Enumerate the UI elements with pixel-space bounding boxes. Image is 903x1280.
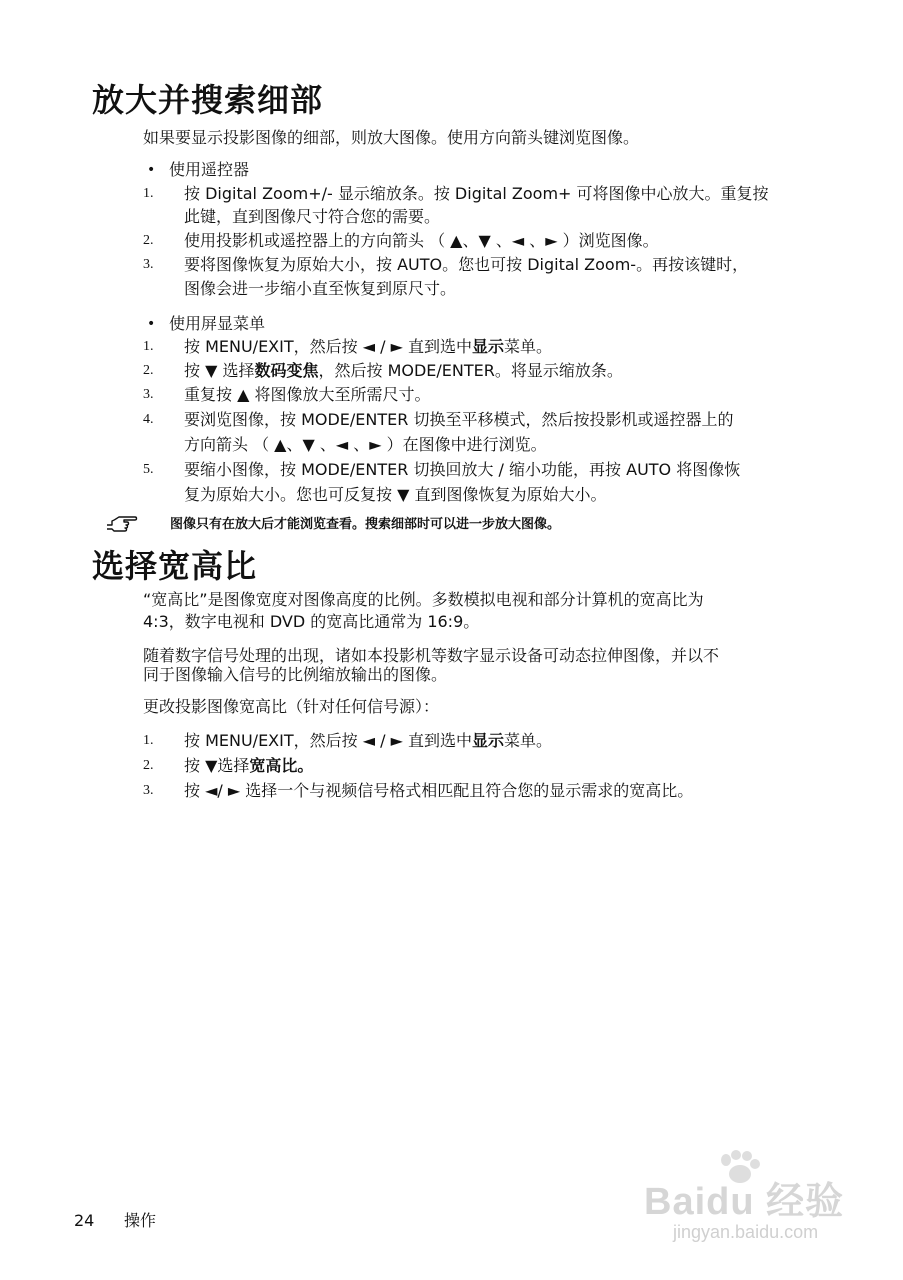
bullet: • <box>147 316 156 332</box>
aspect-para2-line2: 同于图像输入信号的比例缩放输出的图像。 <box>143 665 448 684</box>
note-text: 图像只有在放大后才能浏览查看。搜索细部时可以进一步放大图像。 <box>170 517 561 532</box>
bullet: • <box>147 162 156 178</box>
step-number: 3. <box>143 387 154 402</box>
step-number: 1. <box>143 733 154 748</box>
step-number: 1. <box>143 339 154 354</box>
intro-text: 如果要显示投影图像的细部，则放大图像。使用方向箭头键浏览图像。 <box>143 128 640 147</box>
step-number: 3. <box>143 257 154 272</box>
osd-heading: 使用屏显菜单 <box>169 314 266 333</box>
step-number: 2. <box>143 363 154 378</box>
osd-step4-line1: 要浏览图像，按 MODE/ENTER 切换至平移模式，然后按投影机或遥控器上的 <box>184 410 734 429</box>
step-number: 5. <box>143 462 154 477</box>
section-title-zoom: 放大并搜索细部 <box>92 81 324 119</box>
pointing-hand-icon <box>106 514 140 534</box>
aspect-para1-line2: 4:3，数字电视和 DVD 的宽高比通常为 16:9。 <box>143 612 480 631</box>
remote-step1-line2: 此键，直到图像尺寸符合您的需要。 <box>184 207 441 226</box>
watermark-url: jingyan.baidu.com <box>673 1222 819 1242</box>
watermark-logo: Baidu 经验 <box>644 1181 845 1223</box>
osd-step3: 重复按 ▲ 将图像放大至所需尺寸。 <box>184 385 431 404</box>
remote-step3-line2: 图像会进一步缩小直至恢复到原尺寸。 <box>184 279 457 298</box>
osd-step5-line2: 复为原始大小。您也可反复按 ▼ 直到图像恢复为原始大小。 <box>184 485 607 504</box>
osd-step2: 按 ▼ 选择数码变焦，然后按 MODE/ENTER。将显示缩放条。 <box>184 361 623 380</box>
step-number: 1. <box>143 186 154 201</box>
remote-step1-line1: 按 Digital Zoom+/- 显示缩放条。按 Digital Zoom+ 可将图像中心放大。重复按 <box>184 184 769 203</box>
aspect-step3: 按 ◄/ ► 选择一个与视频信号格式相匹配且符合您的显示需求的宽高比。 <box>184 781 694 800</box>
osd-step4-line2: 方向箭头 （ ▲、▼ 、◄ 、► ）在图像中进行浏览。 <box>184 435 547 454</box>
aspect-step1: 按 MENU/EXIT，然后按 ◄ / ► 直到选中显示菜单。 <box>184 731 553 750</box>
remote-step3-line1: 要将图像恢复为原始大小，按 AUTO。您也可按 Digital Zoom-。再按该键时， <box>184 255 749 274</box>
osd-step5-line1: 要缩小图像，按 MODE/ENTER 切换回放大 / 缩小功能，再按 AUTO 将图像恢 <box>184 460 741 479</box>
step-number: 3. <box>143 783 154 798</box>
remote-heading: 使用遥控器 <box>169 160 250 179</box>
osd-step1: 按 MENU/EXIT，然后按 ◄ / ► 直到选中显示菜单。 <box>184 337 553 356</box>
aspect-para3: 更改投影图像宽高比（针对任何信号源）： <box>143 697 440 716</box>
section-title-aspect: 选择宽高比 <box>92 547 258 585</box>
remote-step2-line1: 使用投影机或遥控器上的方向箭头 （ ▲、▼ 、◄ 、► ）浏览图像。 <box>184 231 659 250</box>
footer-section-label: 操作 <box>124 1211 157 1230</box>
aspect-step2: 按 ▼选择宽高比。 <box>184 756 314 775</box>
aspect-para2-line1: 随着数字信号处理的出现，诸如本投影机等数字显示设备可动态拉伸图像，并以不 <box>143 646 720 665</box>
aspect-para1-line1: “宽高比”是图像宽度对图像高度的比例。多数模拟电视和部分计算机的宽高比为 <box>143 590 704 609</box>
page-number: 24 <box>74 1211 95 1230</box>
step-number: 4. <box>143 412 154 427</box>
step-number: 2. <box>143 233 154 248</box>
step-number: 2. <box>143 758 154 773</box>
